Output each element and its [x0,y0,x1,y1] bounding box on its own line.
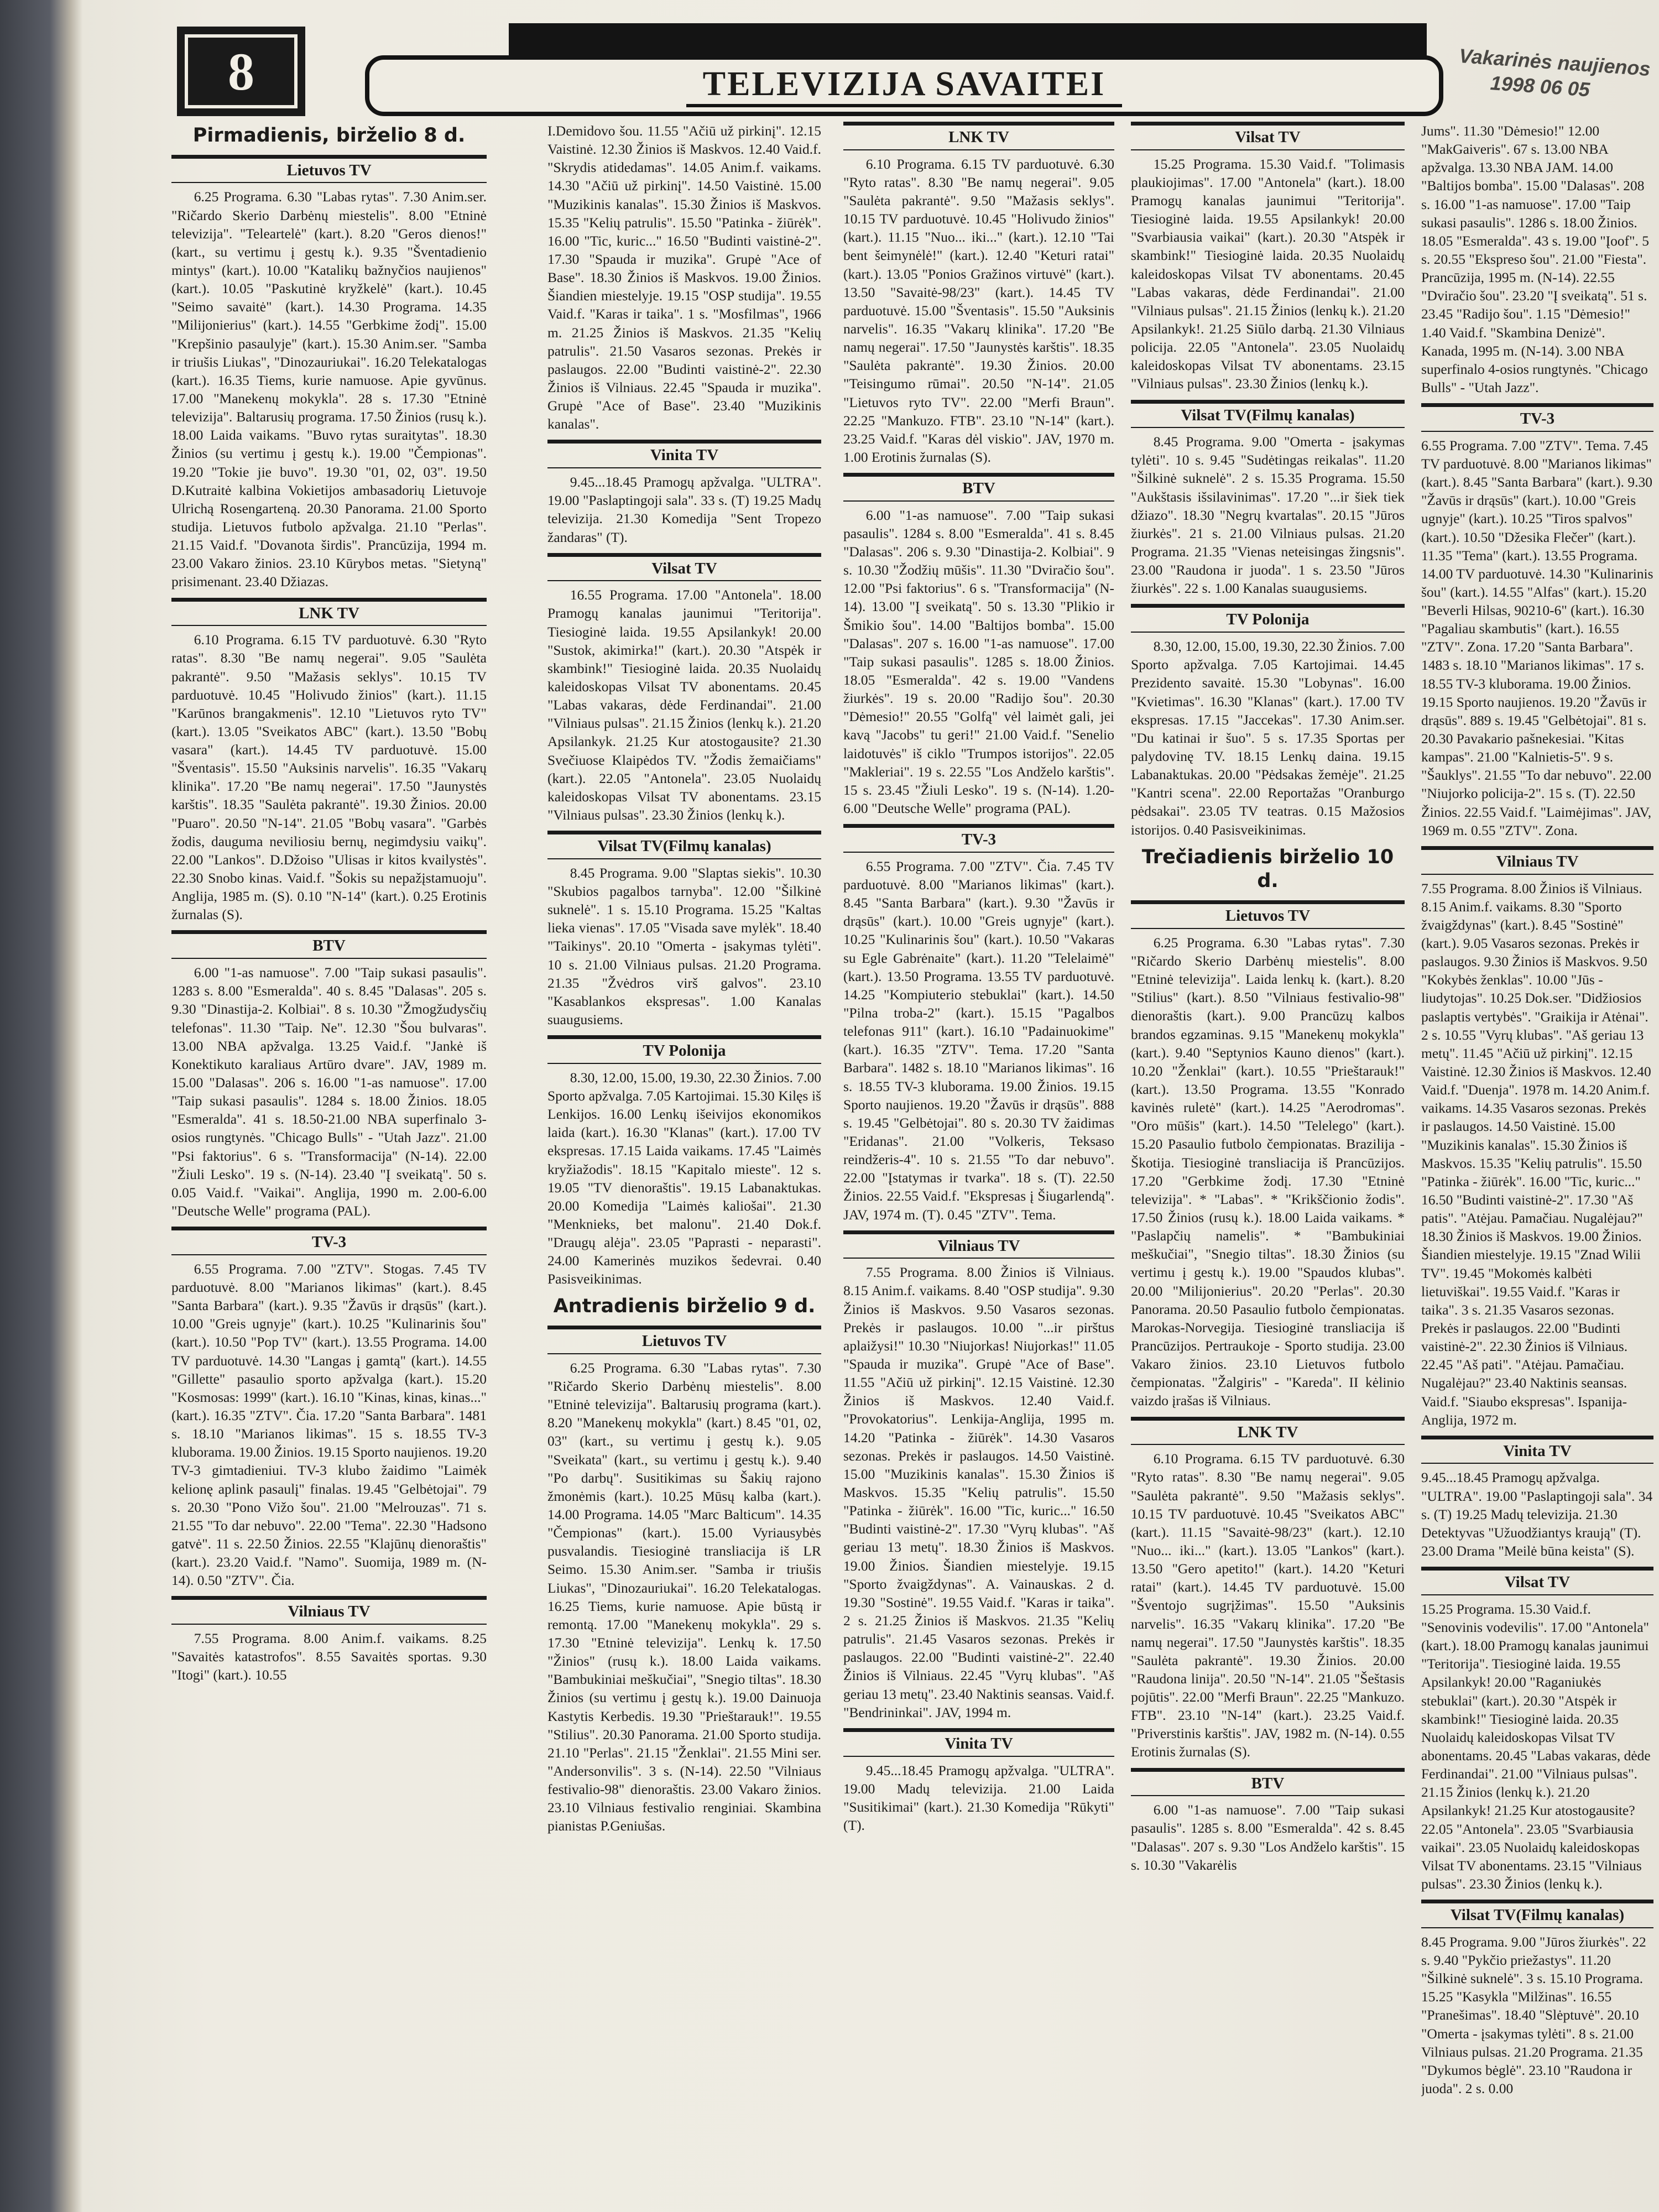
channel-title: Vilsat TV(Filmų kanalas) [547,831,821,859]
channel-block [1421,1900,1653,2098]
channel-title: Vilsat TV(Filmų kanalas) [1131,400,1405,429]
channel-listing: 7.55 Programa. 8.00 Žinios iš Vilniaus. 8.15 Anim.f. vaikams. 8.40 "OSP studija". 9.30 Žinios iš Maskvos. 9.50 Vasaros sezonas. Prekės ir paslaugos. 10.00 "...ir pirštus aplaižysi!" 10.30 "Niujorkas! Niujorkas!" 11.05 "Spauda ir muzika". Grupė "Ace of Base". 11.55 "Ačiū už pirkinį". 12.15 Vaistinė. 12.30 Žinios iš Maskvos. 12.40 Vaid.f. "Provokatorius". Lenkija-Anglija, 1995 m. 14.20 "Patinka - žiūrėk". 14.30 Vasaros sezonas. Prekės ir paslaugos. 14.50 Vaistinė. 15.00 "Muzikinis kanalas". 15.30 Žinios iš Maskvos. 15.35 "Kelių patrulis". 15.50 "Patinka - žiūrėk". 16.00 "Tic, kuric..." 16.50 "Budinti vaistinė-2". 17.30 "Vyrų klubas". "Aš geriau 13 metų". 18.30 Žinios iš Maskvos. 19.00 Žinios. Šiandien miestelyje. 19.15 "Sporto žvaigždynas". A. Vainauskas. 2 d. 19.30 "Sostinė". 19.55 Vaid.f. "Karas ir taika". 2 s. 21.25 Žinios iš Maskvos. 21.35 "Kelių patrulis". 21.45 Vasaros sezonas. Prekės ir paslaugos. 22.00 "Budinti vaistinė-2". 22.40 Žinios iš Vilniaus. 22.45 "Vyrų klubas". "Aš geriau 13 metų". 23.40 Naktinis seansas. Vaid.f. "Bendrininkai". JAV, 1994 m. [843,1264,1114,1720]
channel-title: Vilniaus TV [171,1596,487,1625]
channel-title: Lietuvos TV [547,1326,821,1354]
book-binding [0,0,83,2212]
channel-title: Lietuvos TV [1131,900,1405,929]
day-heading: Trečiadienis birželio 10 d. [1141,846,1394,893]
channel-listing: 6.25 Programa. 6.30 "Labas rytas". 7.30 Anim.ser. "Ričardo Skerio Darbėnų miestelis". 8.00 "Etninė televizija". "Teleartelė" (kart.). 8.20 "Geros dienos!" (kart., su vertimu į gestų k.). 9.35 "Šventadienio mintys" (kart.). 10.00 "Katalikų bažnyčios naujienos" (kart.). 10.05 "Paskutinė kryžkelė" (kart.). 10.45 "Seimo savaitė" (kart.). 14.30 Programa. 14.35 "Milijonierius" (kart.). 14.55 "Gerbkime žodį". 15.00 "Krepšinio pasaulyje" (kart.). 15.30 Anim.ser. "Samba ir triušis Liukas", "Dinozauriukai". 16.20 Telekatalogas (kart.). 16.35 Tiems, kurie namuose. Apie gyvūnus. 17.00 "Manekenų mokykla". 28 s. 17.30 "Etninė televizija". Baltarusių programa. 17.50 Žinios (rusų k.). 18.00 Laida vaikams. "Buvo rytas suraitytas". 18.30 Žinios (su vertimu į gestų k.). 19.00 "Čempionas". 19.20 "Tokie jie buvo". 19.30 "01, 02, 03". 19.50 D.Kutraitė kalbina Vokietijos ambasadorių Lietuvoje Ulrichą Rosengarteną. 20.30 Panorama. 21.00 Sporto studija. Lietuvos futbolo apžvalga. 21.10 "Perlas". 21.15 Vaid.f. "Dovanota širdis". Prancūzija, 1994 m. 23.00 Vakaro žinios. 23.10 Kūrybos metas. "Sietyną" prisimenant. 23.40 Džiazas. [171,189,487,590]
column-3 [843,122,1114,2190]
channel-listing: 9.45...18.45 Pramogų apžvalga. "ULTRA". 19.00 Madų televizija. 21.00 Laida "Susitikimai" (kart.). 21.30 Komedija "Rūkyti" (T). [843,1762,1114,1833]
channel-title: BTV [1131,1768,1405,1797]
channel-listing: 9.45...18.45 Pramogų apžvalga. "ULTRA". 19.00 "Paslaptingoji sala". 33 s. (T) 19.25 Madų televizija. 21.30 Komedija "Sent Tropezo žandaras" (T). [547,474,821,545]
channel-listing: 8.30, 12.00, 15.00, 19.30, 22.30 Žinios. 7.00 Sporto apžvalga. 7.05 Kartojimai. 14.45 Prezidento savaitė. 15.30 "Lobynas". 16.00 "Kvietimas". 16.30 "Klanas" (kart.). 17.00 TV ekspresas. 17.15 "Jaccekas". 17.30 Anim.ser. "Du katinai ir šuo". 5 s. 17.35 Sportas per palydovinę TV. 18.15 Lenkų daina. 19.15 Labanaktukas. 20.00 "Pėdsakas žemėje". 21.25 "Kantri scena". 22.00 Reportažas "Oranburgo pėdsakai". 23.05 TV teatras. 0.15 Mažosios istorijos. 0.40 Pasisveikinimas. [1131,638,1405,838]
channel-title: TV Polonija [1131,604,1405,633]
channel-listing: 6.00 "1-as namuose". 7.00 "Taip sukasi pasaulis". 1283 s. 8.00 "Esmeralda". 40 s. 8.45 "Dalasas". 205 s. 9.30 "Dinastija-2. Kolbiai". 8 s. 10.30 "Žmogžudysčių telefonas". 11.30 "Taip. Ne". 12.30 "Šou bulvaras". 13.00 NBA apžvalga. 13.25 Vaid.f. "Jankė iš Konektikuto karaliaus Artūro dvare". JAV, 1989 m. 15.00 "Dalasas". 206 s. 16.00 "1-as namuose". 17.00 "Taip sukasi pasaulis". 1284 s. 18.00 Žinios. 18.05 "Esmeralda". 41 s. 18.50-21.00 NBA superfinalo 3-osios rungtynės. "Chicago Bulls" - "Utah Jazz". 21.00 "Psi faktorius". 6 s. "Transformacija" (N-14). 22.00 "Žiuli Lesko". 19 s. (N-14). 23.40 "Į sveikatą". 50 s. 0.05 Vaid.f. "Vaikai". Anglija, 1990 m. 2.00-6.00 "Deutsche Welle" programa (PAL). [171,964,487,1219]
channel-block [1131,122,1405,393]
channel-title: Vilsat TV [1131,122,1405,150]
channel-title: Vinita TV [547,440,821,468]
channel-block [843,1230,1114,1721]
channel-block [1421,403,1653,839]
channel-block [843,824,1114,1224]
channel-block [1421,1436,1653,1560]
channel-block [1131,604,1405,838]
listing-continuation: I.Demidovo šou. 11.55 "Ačiū už pirkinį". 12.15 Vaistinė. 12.30 Žinios iš Maskvos. 12.40 Vaid.f. "Skrydis atidedamas". 14.05 Anim.f. vaikams. 14.30 "Ačiū už pirkinį". 14.50 Vaistinė. 15.00 "Muzikinis kanalas". 15.30 Žinios iš Maskvos. 15.35 "Kelių patrulis". 15.50 "Patinka - žiūrėk". 16.00 "Tic, kuric..." 16.50 "Budinti vaistinė-2". 17.30 "Spauda ir muzika". Grupė "Ace of Base". 18.30 Žinios iš Maskvos. 19.00 Žinios. Šiandien miestelyje. 19.15 "OSP studija". 19.55 Vaid.f. "Karas ir taika". 1 s. "Mosfilmas", 1966 m. 21.25 Žinios iš Maskvos. 21.35 "Kelių patrulis". 21.50 Vasaros sezonas. Prekės ir paslaugos. 22.00 "Budinti vaistinė-2". 22.30 Žinios iš Vilniaus. 22.45 "Spauda ir muzika". Grupė "Ace of Base". 23.40 "Muzikinis kanalas". [547,123,821,432]
channel-title: Vilsat TV [547,553,821,582]
day-heading: Pirmadienis, birželio 8 d. [192,124,466,147]
channel-listing: 8.45 Programa. 9.00 "Omerta - įsakymas tylėti". 10 s. 9.45 "Sudėtingas reikalas". 11.20 "Šilkinė suknelė". 2 s. 15.35 Programa. 15.50 "Aukštasis išsilavinimas". 17.20 "...ir šiek tiek džiazo". 18.30 "Negrų kvartalas". 20.15 "Jūros žiurkės". 21 s. 21.00 Vilniaus pulsas. 21.20 Programa. 21.35 "Vienas neteisingas žingsnis". 23.00 "Raudona ir juoda". 1 s. 23.50 "Jūros žiurkės". 22 s. 1.00 Kanalas suaugusiems. [1131,434,1405,597]
channel-listing: 7.55 Programa. 8.00 Anim.f. vaikams. 8.25 "Savaitės katastrofos". 8.55 Savaitės sportas. 9.30 "Itogi" (kart.). 10.55 [171,1630,487,1683]
channel-listing: 8.30, 12.00, 15.00, 19.30, 22.30 Žinios. 7.00 Sporto apžvalga. 7.05 Kartojimai. 15.30 Kilęs iš Lenkijos. 16.00 Lenkų išeivijos ekonomikos laida (kart.). 16.30 "Klanas" (kart.). 17.00 TV ekspresas. 17.15 Laida vaikams. 17.45 "Laimės kryžiažodis". 18.15 "Kapitalo mieste". 12 s. 19.05 "TV dienoraštis". 19.15 Labanaktukas. 20.00 Komedija "Laimės kaliošai". 21.30 "Menknieks, bet malonu". 21.40 Dok.f. "Draugų alėja". 23.05 "Paprasti - neparasti". 24.00 Kamerinės muzikos šedevrai. 0.40 Pasisveikinimas. [547,1069,821,1287]
channel-title: Vinita TV [843,1728,1114,1757]
listing-continuation: Jums". 11.30 "Dėmesio!" 12.00 "MakGaiveris". 67 s. 13.00 NBA apžvalga. 13.30 NBA JAM. 14.00 "Baltijos bomba". 15.00 "Dalasas". 208 s. 16.00 "1-as namuose". 17.00 "Taip sukasi pasaulis". 1286 s. 18.00 Žinios. 18.05 "Esmeralda". 43 s. 19.00 "Įoof". 5 s. 20.55 "Ekspreso šou". 21.00 "Fiesta". Prancūzija, 1995 m. (N-14). 22.55 "Dviračio šou". 23.20 "Į sveikatą". 51 s. 23.45 "Radijo šou". 1.15 "Dėmesio!" 1.40 Vaid.f. "Skambina Denizė". Kanada, 1995 m. (N-14). 3.00 NBA superfinalo 4-osios rungtynės. "Chicago Bulls" - "Utah Jazz". [1421,123,1650,395]
page-number: 8 [177,27,305,116]
channel-title: BTV [843,473,1114,502]
channel-title: BTV [171,930,487,959]
channel-block [1421,1567,1653,1893]
channel-listing: 15.25 Programa. 15.30 Vaid.f. "Tolimasis plaukiojimas". 17.00 "Antonela" (kart.). 18.00 Pramogų kanalas jaunimui "Teritorija". Tiesioginė laida. 19.55 Apsilankyk! 20.00 "Svarbiausia vaikai" (kart.). 20.30 "Atspėk ir skambink!" Tiesioginė laida. 20.35 Nuolaidų kaleidoskopas Vilsat TV abonentams. 20.45 "Labas vakaras, dėde Ferdinandai". 21.00 "Vilniaus pulsas". 21.15 Žinios (lenkų k.). 21.20 Apsilankyk!. 21.25 Siūlo darbą. 21.30 Vilniaus policija. 22.05 "Antonela". 23.05 Nuolaidų kaleidoskopas Vilsat TV abonentams. 23.15 "Vilniaus pulsas". 23.30 Žinios (lenkų k.). [1131,155,1405,392]
channel-block [171,930,487,1220]
channel-listing: 6.55 Programa. 7.00 "ZTV". Tema. 7.45 TV parduotuvė. 8.00 "Marianos likimas" (kart.). 8.45 "Santa Barbara" (kart.). 9.30 "Žavūs ir drąsūs" (kart.). 10.00 "Greis ugnyje" (kart.). 10.25 "Tiros spalvos" (kart.). 10.50 "Džesika Flečer" (kart.). 11.35 "Tema" (kart.). 13.55 Programa. 14.00 TV parduotuvė. 14.30 "Kulinarinis šou" (kart.). 14.55 "Alfas" (kart.). 15.20 "Beverli Hilsas, 90210-6" (kart.). 16.30 "Pagaliau skambutis" (kart.). 16.55 "ZTV". Zona. 17.20 "Santa Barbara". 1483 s. 18.10 "Marianos likimas". 17 s. 18.55 TV-3 kluborama. 19.00 Žinios. 19.15 Sporto naujienos. 19.20 "Žavūs ir drąsūs". 889 s. 19.45 "Gelbėtojai". 81 s. 20.30 Pavakario pašnekesiai. "Kitas kampas". 21.00 "Kalnietis-5". 9 s. "Šauklys". 21.55 "To dar nebuvo". 22.00 "Niujorko policija-2". 15 s. (T). 22.50 Žinios. 22.55 Vaid.f. "Laimėjimas". JAV, 1969 m. 0.55 "ZTV". Zona. [1421,437,1653,838]
channel-listing: 7.55 Programa. 8.00 Žinios iš Vilniaus. 8.15 Anim.f. vaikams. 8.30 "Sporto žvaigždynas" (kart.). 8.45 "Sostinė" (kart.). 9.05 Vasaros sezonas. Prekės ir paslaugos. 9.30 Žinios iš Maskvos. 9.50 "Kokybės ženklas". 10.00 "Jūs - liudytojas". 10.25 Dok.ser. "Didžiosios paslaptis vertybės". "Graikija ir Atėnai". 2 s. 10.55 "Vyrų klubas". "Aš geriau 13 metų". 11.45 "Ačiū už pirkinį". 12.15 Vaistinė. 12.30 Žinios iš Maskvos. 12.40 Vaid.f. "Duenja". 1978 m. 14.20 Anim.f. vaikams. 14.35 Vasaros sezonas. Prekės ir paslaugos. 14.50 Vaistinė. 15.00 "Muzikinis kanalas". 15.30 Žinios iš Maskvos. 15.35 "Kelių patrulis". 15.50 "Patinka - žiūrėk". 16.00 "Tic, kuric..." 16.50 "Budinti vaistinė-2". 17.30 "Aš patis". "Atėjau. Pamačiau. Nugalėjau?" 18.30 Žinios iš Maskvos. 19.00 Žinios. Šiandien miestelyje. 19.15 "Znad Wilii TV". 19.45 "Mokomės kalbėti lietuviškai". 19.55 Vaid.f. "Karas ir taika". 3 s. 21.35 Vasaros sezonas. Prekės ir paslaugos. 22.00 "Budinti vaistinė-2". 22.30 Žinios iš Vilniaus. 22.45 "Aš pati". "Atėjau. Pamačiau. Nugalėjau?" 23.40 Naktinis seansas. Vaid.f. "Siaubo ekspresas". Ispanija-Anglija, 1972 m. [1421,880,1651,1428]
channel-block [1131,1417,1405,1761]
column-1 [171,122,487,2190]
channel-listing: 8.45 Programa. 9.00 "Slaptas siekis". 10.30 "Skubios pagalbos tarnyba". 12.00 "Šilkinė suknelė". 1 s. 15.10 Programa. 15.25 "Kaltas lieka vienas". 17.05 "Visada save mylėk". 18.40 "Taikinys". 20.10 "Omerta - įsakymas tylėti". 10 s. 21.00 Vilniaus pulsas. 21.20 Programa. 21.35 "Žvėdros virš galvos". 23.10 "Kasablankos ekspresas". 1.00 Kanalas suaugusiems. [547,864,821,1027]
channel-title: Vilniaus TV [843,1230,1114,1259]
channel-block [843,122,1114,466]
section-title: TELEVIZIJA SAVAITEI [686,65,1122,107]
channel-title: Vilsat TV [1421,1567,1653,1595]
channel-listing: 6.55 Programa. 7.00 "ZTV". Čia. 7.45 TV parduotuvė. 8.00 "Marianos likimas" (kart.). 8.45 "Santa Barbara" (kart.). 9.30 "Žavūs ir drąsūs" (kart.). 10.00 "Greis ugnyje" (kart.). 10.25 "Kulinarinis šou" (kart.). 10.50 "Vakaras su Egle Gabrėnaite" (kart.). 11.20 "Telelaimė" (kart.). 13.50 Programa. 13.55 TV parduotuvė. 14.25 "Kompiuterio stebuklai" (kart.). 14.50 "Pilna troba-2" (kart.). 15.15 "Pagalbos telefonas 911" (kart.). 16.10 "Padainuokime" (kart.). 16.35 "ZTV". Tema. 17.20 "Santa Barbara". 1482 s. 18.10 "Marianos likimas". 16 s. 18.55 TV-3 kluborama. 19.00 Žinios. 19.15 Sporto naujienos. 19.20 "Žavūs ir drąsūs". 888 s. 19.45 "Gelbėtojai". 80 s. 20.30 TV žaidimas "Eridanas". 21.00 "Volkeris, Teksaso reindžeris-4". 10 s. 21.55 "To dar nebuvo". 22.00 "Įstatymas ir tvarka". 18 s. (T). 22.50 Žinios. 22.55 Vaid.f. "Ekspresas į Šiugarlendą". JAV, 1974 m. (T). 0.45 "ZTV". Tema. [843,858,1114,1223]
channel-listing: 8.45 Programa. 9.00 "Jūros žiurkės". 22 s. 9.40 "Pykčio priežastys". 11.20 "Šilkinė suknelė". 3 s. 15.10 Programa. 15.25 "Kasyklа "Milžinas". 16.55 "Pranešimas". 18.40 "Slėptuvė". 20.10 "Omerta - įsakymas tylėti". 8 s. 21.00 Vilniaus pulsas. 21.20 Programa. 21.35 "Dykumos bėglė". 23.10 "Raudona ir juoda". 2 s. 0.00 [1421,1933,1646,2096]
channel-block [843,1728,1114,1834]
channel-block [171,155,487,591]
channel-listing: 6.10 Programa. 6.15 TV parduotuvė. 6.30 "Ryto ratas". 8.30 "Be namų negerai". 9.05 "Saulėta pakrantė". 9.50 "Mažasis seklys". 10.15 TV parduotuvė. 10.45 "Sveikatos ABC" (kart.). 11.15 "Savaitė-98/23" (kart.). 12.10 "Nuo... iki..." (kart.). 13.05 "Lankos" (kart.). 13.50 "Gero apetito!" (kart.). 14.20 "Keturi ratai" (kart.). 14.45 TV parduotuvė. 15.00 "Šventojo sugrįžimas". 15.50 "Auksinis narvelis". 16.35 "Vakarų klinika". 17.20 "Be namų negerai". 17.50 "Jaunystės karštis". 18.35 "Saulėta pakrantė". 19.30 Žinios. 20.00 "Raudona linija". 20.50 "N-14". 21.05 "Šeštasis pojūtis". 22.00 "Merfi Braun". 22.25 "Mankuzo. FTB". 23.10 "N-14" (kart.). 23.25 Vaid.f. "Priverstinis karštis". JAV, 1982 m. (N-14). 0.55 Erotinis žurnalas (S). [1131,1451,1405,1760]
channel-title: TV Polonija [547,1035,821,1064]
channel-block [843,473,1114,817]
channel-listing: 6.10 Programa. 6.15 TV parduotuvė. 6.30 "Ryto ratas". 8.30 "Be namų negerai". 9.05 "Saulėta pakrantė". 9.50 "Mažasis seklys". 10.15 TV parduotuvė. 10.45 "Holivudo žinios" (kart.). 11.15 "Karūnos brangakmenis". 12.10 "Lietuvos ryto TV" (kart.). 13.05 "Sveikatos ABC" (kart.). 13.50 "Bobų vasara" (kart.). 14.45 TV parduotuvė. 15.00 "Šventasis". 15.50 "Auksinis narvelis". 16.35 "Vakarų klinika". 17.20 "Be namų negerai". 17.50 "Jaunystės karštis". 18.35 "Saulėta pakrantė". 19.30 Žinios. 20.00 "Puaro". 20.50 "N-14". 21.05 "Bobų vasara". "Garbės žodis, dauguma neviliosiu bernų, negimdysiu vaikų". 22.00 "Lankos". D.Džoiso "Ulisas ir kitos kvailystės". 22.30 Snobo kinas. Vaid.f. "Šokis su nepažįstamuoju". Anglija, 1985 m. (S). 0.10 "N-14" (kart.). 0.25 Erotinis žurnalas (S). [171,632,487,923]
channel-block [1421,846,1653,1429]
issue-date: 1998 06 05 [1489,71,1591,101]
channel-title: Vilsat TV(Filmų kanalas) [1421,1900,1653,1928]
channel-listing: 9.45...18.45 Pramogų apžvalga. "ULTRA". 19.00 "Paslaptingoji sala". 34 s. (T) 19.25 Madų televizija. 21.30 Detektyvas "Užuodžiantys kraują" (T). 23.00 Drama "Meilė būna keista" (S). [1421,1469,1653,1559]
channel-listing: 6.25 Programa. 6.30 "Labas rytas". 7.30 "Ričardo Skerio Darbėnų miestelis". 8.00 "Etninė televizija". Baltarusių programa (kart.). 8.20 "Manekenų mokykla" (kart.) 8.45 "01, 02, 03" (kart., su vertimu į gestų k.). 9.05 "Sveikata" (kart., su vertimu į gestų k.). 9.40 "Po darbų". Susitikimas su Šakių rajono žmonėmis (kart.). 10.25 Mūsų kalba (kart.). 14.00 Programa. 14.05 "Marc Balticum". 14.35 "Čempionas" (kart.). 15.00 Vyriausybės pusvalandis. Tiesioginė transliacija iš LR Seimo. 15.30 Anim.ser. "Samba ir triušis Liukas", "Dinozauriukai". 16.20 Telekatalogas. 16.25 Tiems, kurie namuose. Apie būstą ir remontą. 17.00 "Manekenų mokykla". 29 s. 17.30 "Etninė televizija". Lenkų k. 17.50 "Žinios" (rusų k.). 18.00 Laida vaikams. "Bambukiniai meškučiai", "Snegio tiltas". 18.30 Žinios (su vertimu į gestų k.). 19.00 Dainuoja Kastytis Kerbedis. 19.30 "Prieštarauk!". 19.55 "Stilius". 20.30 Panorama. 21.00 Sporto studija. 21.10 "Perlas". 21.15 "Ženklai". 21.55 Mini ser. "Andersonvilis". 3 s. (N-14). 22.50 "Vilniaus festivalio-98" dienoraštis. 23.00 Vakaro žinios. 23.10 Vilniaus festivalio renginiai. Skambina pianistas P.Geniušas. [547,1359,821,1834]
channel-block [547,831,821,1029]
channel-title: LNK TV [171,598,487,627]
day-heading: Antradienis birželio 9 d. [553,1295,816,1318]
channel-block [171,598,487,924]
channel-block [1131,400,1405,598]
channel-block [547,1326,821,1835]
channel-title: Vinita TV [1421,1436,1653,1464]
column-2 [547,122,821,2190]
channel-block [1131,1768,1405,1874]
channel-block [1131,900,1405,1410]
channel-title: TV-3 [171,1227,487,1255]
masthead-title: Vakarinės naujienos [1458,44,1651,81]
channel-title: TV-3 [1421,403,1653,432]
column-4 [1131,122,1405,2190]
channel-title: LNK TV [843,122,1114,150]
channel-title: TV-3 [843,824,1114,853]
channel-block [547,440,821,546]
channel-title: Vilniaus TV [1421,846,1653,875]
channel-listing: 6.00 "1-as namuose". 7.00 "Taip sukasi pasaulis". 1285 s. 8.00 "Esmeralda". 42 s. 8.45 "Dalasas". 207 s. 9.30 "Los Andželo karštis". 15 s. 10.30 "Vakarėlis [1131,1802,1405,1873]
channel-listing: 6.55 Programa. 7.00 "ZTV". Stogas. 7.45 TV parduotuvė. 8.00 "Marianos likimas" (kart.). 8.45 "Santa Barbara" (kart.). 9.35 "Žavūs ir drąsūs" (kart.). 10.00 "Greis ugnyje" (kart.). 10.25 "Kulinarinis šou" (kart.). 10.50 "Pop TV" (kart.). 13.55 Programa. 14.00 TV parduotuvė. 14.30 "Langas į gamtą" (kart.). 14.55 "Gillette" pasaulio sporto apžvalga (kart.). 15.20 "Kosmosas: 1999" (kart.). 16.10 "Kinas, kinas, kinas..." (kart.). 16.35 "ZTV". Čia. 17.20 "Santa Barbara". 1481 s. 18.10 "Marianos likimas". 15 s. 18.55 TV-3 kluboramа. 19.00 Žinios. 19.15 Sporto naujienos. 19.20 TV-3 gimtadieniui. TV-3 klubo žaidimo "Laimėk kelionę aplink pasaulį" finalas. 19.45 "Gelbėtojai". 79 s. 20.30 "Pono Vižo šou". 21.00 "Melrouzas". 71 s. 21.55 "To dar nebuvo". 22.00 "Tema". 22.30 "Hadsono gatvė". 11 s. 22.50 Žinios. 22.55 "Klajūnų dienoraštis" (kart.). 23.20 Vaid.f. "Namo". Suomija, 1989 m. (N-14). 0.50 "ZTV". Čia. [171,1260,487,1589]
channel-listing: 15.25 Programa. 15.30 Vaid.f. "Senovinis vodevilis". 17.00 "Antonela" (kart.). 18.00 Pramogų kanalas jaunimui "Teritorija". Tiesioginė laida. 19.55 Apsilankyk! 20.00 "Raganiukės stebuklai" (kart.). 20.30 "Atspėk ir skambink!" Tiesioginė laida. 20.35 Nuolaidų kaleidoskopas Vilsat TV abonentams. 20.45 "Labas vakaras, dėde Ferdinandai". 21.00 "Vilniaus pulsas". 21.15 Žinios (lenkų k.). 21.20 Apsilankyk! 21.25 Kur atostogausite? 22.05 "Antonela". 23.05 "Svarbiausia vaikai". 23.05 Nuolaidų kaleidoskopas Vilsat TV abonentams. 23.15 "Vilniaus pulsas". 23.30 Žinios (lenkų k.). [1421,1600,1651,1892]
channel-listing: 6.10 Programa. 6.15 TV parduotuvė. 6.30 "Ryto ratas". 8.30 "Be namų negerai". 9.05 "Saulėta pakrantė". 9.50 "Mažasis seklys". 10.15 TV parduotuvė. 10.45 "Holivudo žinios" (kart.). 11.15 "Nuo... iki..." (kart.). 12.10 "Tai bent šeimynėlė!" (kart.). 12.40 "Keturi ratai" (kart.). 13.05 "Ponios Gražinos virtuvė" (kart.). 13.50 "Savaitė-98/23" (kart.). 14.45 TV parduotuvė. 15.00 "Šventasis". 15.50 "Auksinis narvelis". 16.35 "Vakarų klinika". 17.20 "Be namų negerai". 17.50 "Jaunystės karštis". 18.35 "Saulėta pakrantė". 19.30 Žinios. 20.00 "Teisingumo rūmai". 20.50 "N-14". 21.05 "Lietuvos ryto TV". 22.00 "Merfi Braun". 22.25 "Mankuzo. FTB". 23.10 "N-14" (kart.). 23.25 Vaid.f. "Karas dėl viskio". JAV, 1970 m. 1.00 Erotinis žurnalas (S). [843,155,1114,465]
channel-block [547,553,821,825]
channel-listing: 16.55 Programa. 17.00 "Antonela". 18.00 Pramogų kanalas jaunimui "Teritorija". Tiesioginė laida. 19.55 Apsilankyk! 20.00 "Sustok, akimirka!" (kart.). 20.30 "Atspėk ir skambink!" Tiesioginė laida. 20.35 Nuolaidų kaleidoskopas Vilsat TV abonentams. 20.45 "Labas vakaras, dėde Ferdinandai". 21.00 "Vilniaus pulsas". 21.15 Žinios (lenkų k.). 21.20 Apsilankyk. 21.25 Kur atostogausite? 21.30 Svečiuose Klaipėdos TV. "Žodis žemaičiams" (kart.). 22.05 "Antonela". 23.05 Nuolaidų kaleidoskopas Vilsat TV abonentams. 23.15 "Vilniaus pulsas". 23.30 Žinios (lenkų k.). [547,587,821,823]
channel-block [171,1227,487,1589]
column-5 [1421,122,1653,2190]
section-header [365,55,1443,116]
channel-title: Lietuvos TV [171,155,487,184]
channel-title: LNK TV [1131,1417,1405,1446]
header-bar [509,23,1427,56]
channel-listing: 6.00 "1-as namuose". 7.00 "Taip sukasi pasaulis". 1284 s. 8.00 "Esmeralda". 41 s. 8.45 "Dalasas". 206 s. 9.30 "Dinastija-2. Kolbiai". 9 s. 10.30 "Žodžių mūšis". 11.30 "Dviračio šou". 12.00 "Psi faktorius". 6 s. "Transformacija" (N-14). 13.00 "Į sveikatą". 50 s. 13.30 "Plikio ir Šmikio šou". 14.00 "Baltijos bomba". 15.00 "Dalasas". 207 s. 16.00 "1-as namuose". 17.00 "Taip sukasi pasaulis". 1285 s. 18.00 Žinios. 18.05 "Esmeralda". 42 s. 19.00 "Vandens žiurkės". 19 s. 20.00 "Radijo šou". 20.30 "Dėmesio!" 20.55 "Golfą" vėl laimėt gali, jei kavą "Jacobs" tu geri!" 21.00 Vaid.f. "Senelio laidotuvės" iš ciklo "Trumpos istorijos". 22.05 "Makleriai". 19 s. 22.55 "Los Andželo karštis". 15 s. 23.45 "Žiuli Lesko". 19 s. (N-14). 1.20-6.00 "Deutsche Welle" programa (PAL). [843,507,1114,817]
channel-block [171,1596,487,1684]
channel-block [547,1035,821,1288]
channel-listing: 6.25 Programa. 6.30 "Labas rytas". 7.30 "Ričardo Skerio Darbėnų miestelis". 8.00 "Etninė televizija". Laida lenkų k. (kart.). 8.20 "Stilius" (kart.). 8.50 "Vilniaus festivalio-98" dienoraštis (kart.). 9.00 Prancūzų kalbos brandos egzaminas. 9.15 "Manekenų mokykla" (kart.). 9.40 "Septynios Kauno dienos" (kart.). 10.20 "Ženklai" (kart.). 10.55 "Prieštarauk!" (kart.). 13.50 Programa. 13.55 "Konrado kavinės ruletė" (kart.). 14.25 "Aerodromas". "Oro mūšis" (kart.). 14.50 "Telelego" (kart.). 15.20 Pasaulio futbolo čempionatas. Brazilija - Škotija. Tiesioginė transliacija iš Prancūzijos. 17.20 "Gerbkime žodį. 17.30 "Etninė televizija". * "Labas". * "Krikščionio žodis". 17.50 Žinios (rusų k.). 18.00 Laida vaikams. * "Paslapčių namelis". * "Bambukiniai meškučiai", "Snegio tiltas". 18.30 Žinios (su vertimu į gestų k.). 19.00 "Spaudos klubas". 20.00 "Milijonierius". 20.20 "Perlas". 20.30 Panorama. 20.50 Pasaulio futbolo čempionatas. Marokas-Norvegija. Tiesioginė transliacija iš Prancūzijos. Pertraukoje - Sporto studija. 23.00 Vakaro žinios. 23.10 Lietuvos futbolo čempionatas. "Žalgiris" - "Kareda". II kėlinio vaizdo įrašas iš Vilniaus. [1131,934,1405,1409]
